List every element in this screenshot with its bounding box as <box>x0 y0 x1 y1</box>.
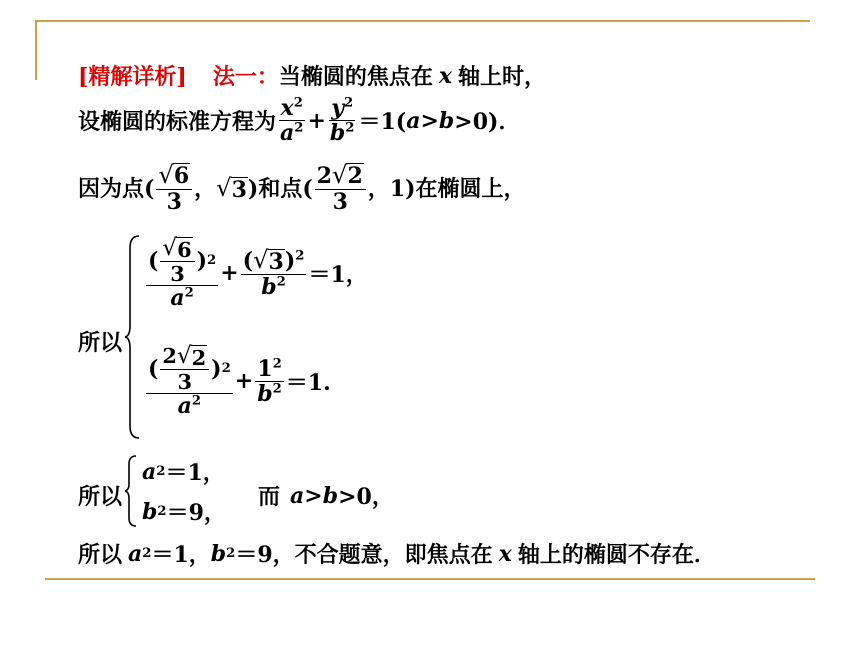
system-1-label: 所以 <box>78 330 123 356</box>
heading-line <box>78 60 546 91</box>
points-line: 因为点( √ 6 3 ， √ 3 )和点( 2 √ 2 3 ，1)在椭圆上， <box>78 161 526 215</box>
fraction-y-b: $\frac{y^2}{b^2}$ <box>329 95 355 147</box>
system-2-label: 所以 <box>78 484 123 510</box>
system-1 <box>78 234 678 444</box>
tag-label: [精解详析] <box>78 64 187 90</box>
condition-note: 而 a > b >0， <box>258 482 394 510</box>
left-rule <box>35 20 37 80</box>
left-brace-1 <box>124 234 142 440</box>
heading-text-end: 轴上时， <box>457 64 546 90</box>
system-2 <box>78 454 678 530</box>
top-rule <box>35 20 810 22</box>
left-brace-2 <box>124 454 138 528</box>
system-2-eq2: b 2 ＝9， <box>142 498 226 526</box>
plus-sign: + <box>307 107 326 134</box>
equation-prefix: 设椭圆的标准方程为 <box>78 109 277 136</box>
equation-line: 设椭圆的标准方程为 $\frac{x^2}{a^2}$ + $\frac{y^2}{b^2}$ ＝1( a > b >0)． <box>78 95 521 147</box>
sqrt-3: √ 3 <box>216 173 247 203</box>
fraction-sqrt6-3: √ 6 3 <box>156 162 192 214</box>
equals-one: ＝1( <box>358 109 407 136</box>
bottom-rule <box>45 578 815 580</box>
method-label: 法一： <box>212 64 279 90</box>
heading-text: 当椭圆的焦点在 <box>278 64 433 90</box>
system-1-eq1: ( √ 6 3 ) 2 $a^2$ + ( √ 3 )$^2$ $b^2$ ＝1， <box>148 235 368 312</box>
system-1-eq2: ( 2 √ 2 3 ) 2 $a^2$ + $\frac{1^2}{b^2}$ ＝1. <box>148 343 331 420</box>
fraction-2sqrt2-3: 2 √ 2 3 <box>315 162 366 214</box>
points-prefix: 因为点( <box>78 176 155 203</box>
var-x: x <box>438 62 452 89</box>
conclusion-line: 所以 a 2 ＝1， b 2 ＝9， 不合题意，即焦点在 x 轴上的椭圆不存在． <box>78 540 716 568</box>
fraction-x-a: $\frac{x^2}{a^2}$ <box>280 95 304 147</box>
system-2-eq1: a 2 ＝1， <box>142 458 225 486</box>
